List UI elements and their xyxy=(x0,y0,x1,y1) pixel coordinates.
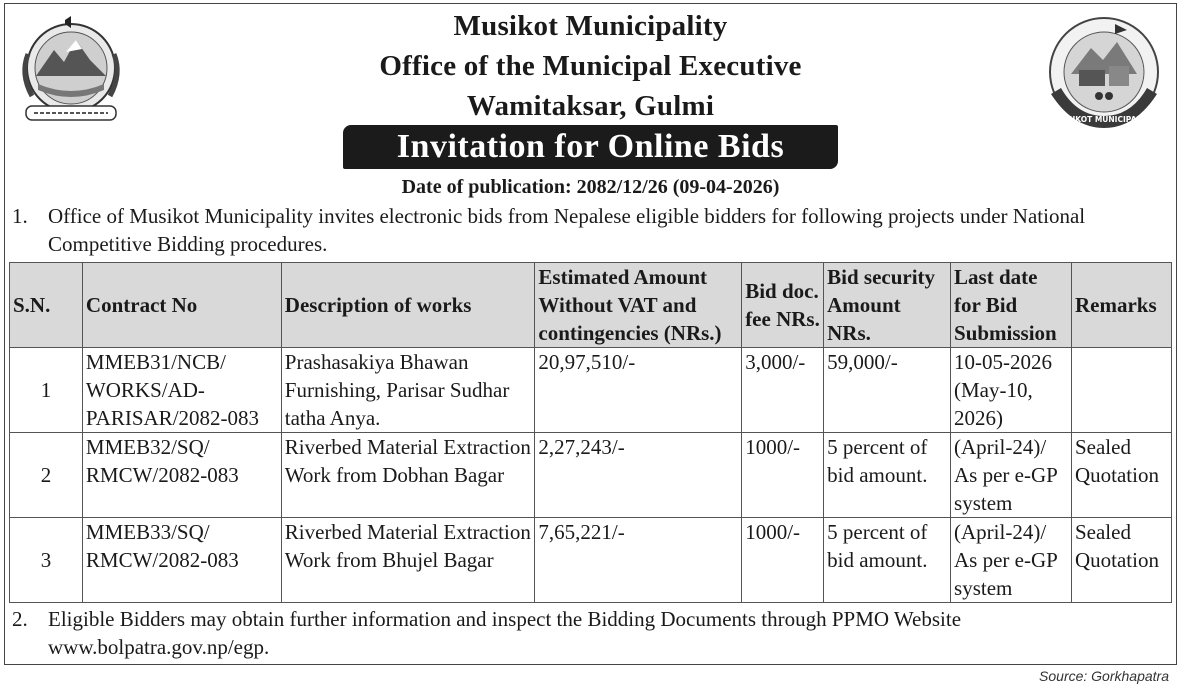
cell-contract-no: MMEB31/NCB/ WORKS/AD-PARISAR/2082-083 xyxy=(82,348,281,433)
cell-bid-security: 5 percent of bid amount. xyxy=(824,433,951,518)
cell-estimated-amount: 20,97,510/- xyxy=(535,348,742,433)
cell-sn: 2 xyxy=(10,433,83,518)
paragraph-2 xyxy=(12,605,1174,661)
cell-description: Prashasakiya Bhawan Furnishing, Parisar Sudhar tatha Anya. xyxy=(281,348,535,433)
cell-sn: 3 xyxy=(10,518,83,603)
publication-date: Date of publication: 2082/12/26 (09-04-2026) xyxy=(401,176,780,198)
cell-last-date: (April-24)/ As per e-GP system xyxy=(951,518,1072,603)
header-bid-doc-fee: Bid doc. fee NRs. xyxy=(742,263,824,348)
cell-contract-no: MMEB33/SQ/ RMCW/2082-083 xyxy=(82,518,281,603)
table-header-row xyxy=(10,263,1172,348)
cell-bid-security: 5 percent of bid amount. xyxy=(824,518,951,603)
table-row xyxy=(10,348,1172,433)
notice-title-banner: Invitation for Online Bids xyxy=(343,125,838,169)
cell-last-date: (April-24)/ As per e-GP system xyxy=(951,433,1072,518)
header-sn: S.N. xyxy=(10,263,83,348)
cell-contract-no: MMEB32/SQ/ RMCW/2082-083 xyxy=(82,433,281,518)
municipality-logo-text: MUSIKOT MUNICIPALITY xyxy=(1053,115,1155,124)
cell-bid-doc-fee: 3,000/- xyxy=(742,348,824,433)
header-estimated-amount: Estimated Amount Without VAT and contingencies (NRs.) xyxy=(535,263,742,348)
bids-table xyxy=(9,262,1172,603)
header-remarks: Remarks xyxy=(1071,263,1171,348)
header-last-date: Last date for Bid Submission xyxy=(951,263,1072,348)
cell-description: Riverbed Material Extraction Work from Bhujel Bagar xyxy=(281,518,535,603)
source-credit: Source: Gorkhapatra xyxy=(1039,668,1169,684)
municipality-name: Musikot Municipality xyxy=(453,10,728,42)
cell-sn: 1 xyxy=(10,348,83,433)
header-description: Description of works xyxy=(281,263,535,348)
header-contract-no: Contract No xyxy=(82,263,281,348)
paragraph-1-number: 1. xyxy=(12,204,28,228)
paragraph-2-text: Eligible Bidders may obtain further information and inspect the Bidding Documents through PPMO Website www.bolpatra.gov.np/egp. xyxy=(48,607,962,659)
office-location: Wamitaksar, Gulmi xyxy=(466,90,715,122)
table-row xyxy=(10,433,1172,518)
office-name: Office of the Municipal Executive xyxy=(379,50,802,82)
cell-remarks: Sealed Quotation xyxy=(1071,518,1171,603)
paragraph-2-number: 2. xyxy=(12,607,28,631)
cell-estimated-amount: 2,27,243/- xyxy=(535,433,742,518)
table-row xyxy=(10,518,1172,603)
cell-bid-security: 59,000/- xyxy=(824,348,951,433)
header-bid-security: Bid security Amount NRs. xyxy=(824,263,951,348)
cell-remarks xyxy=(1071,348,1171,433)
header xyxy=(0,6,1181,126)
paragraph-1 xyxy=(12,202,1174,258)
cell-bid-doc-fee: 1000/- xyxy=(742,433,824,518)
cell-description: Riverbed Material Extraction Work from Dobhan Bagar xyxy=(281,433,535,518)
cell-last-date: 10-05-2026 (May-10, 2026) xyxy=(951,348,1072,433)
paragraph-1-text: Office of Musikot Municipality invites electronic bids from Nepalese eligible bidders for following projects under National Competitive Bidding procedures. xyxy=(48,204,1086,256)
cell-remarks: Sealed Quotation xyxy=(1071,433,1171,518)
cell-estimated-amount: 7,65,221/- xyxy=(535,518,742,603)
cell-bid-doc-fee: 1000/- xyxy=(742,518,824,603)
